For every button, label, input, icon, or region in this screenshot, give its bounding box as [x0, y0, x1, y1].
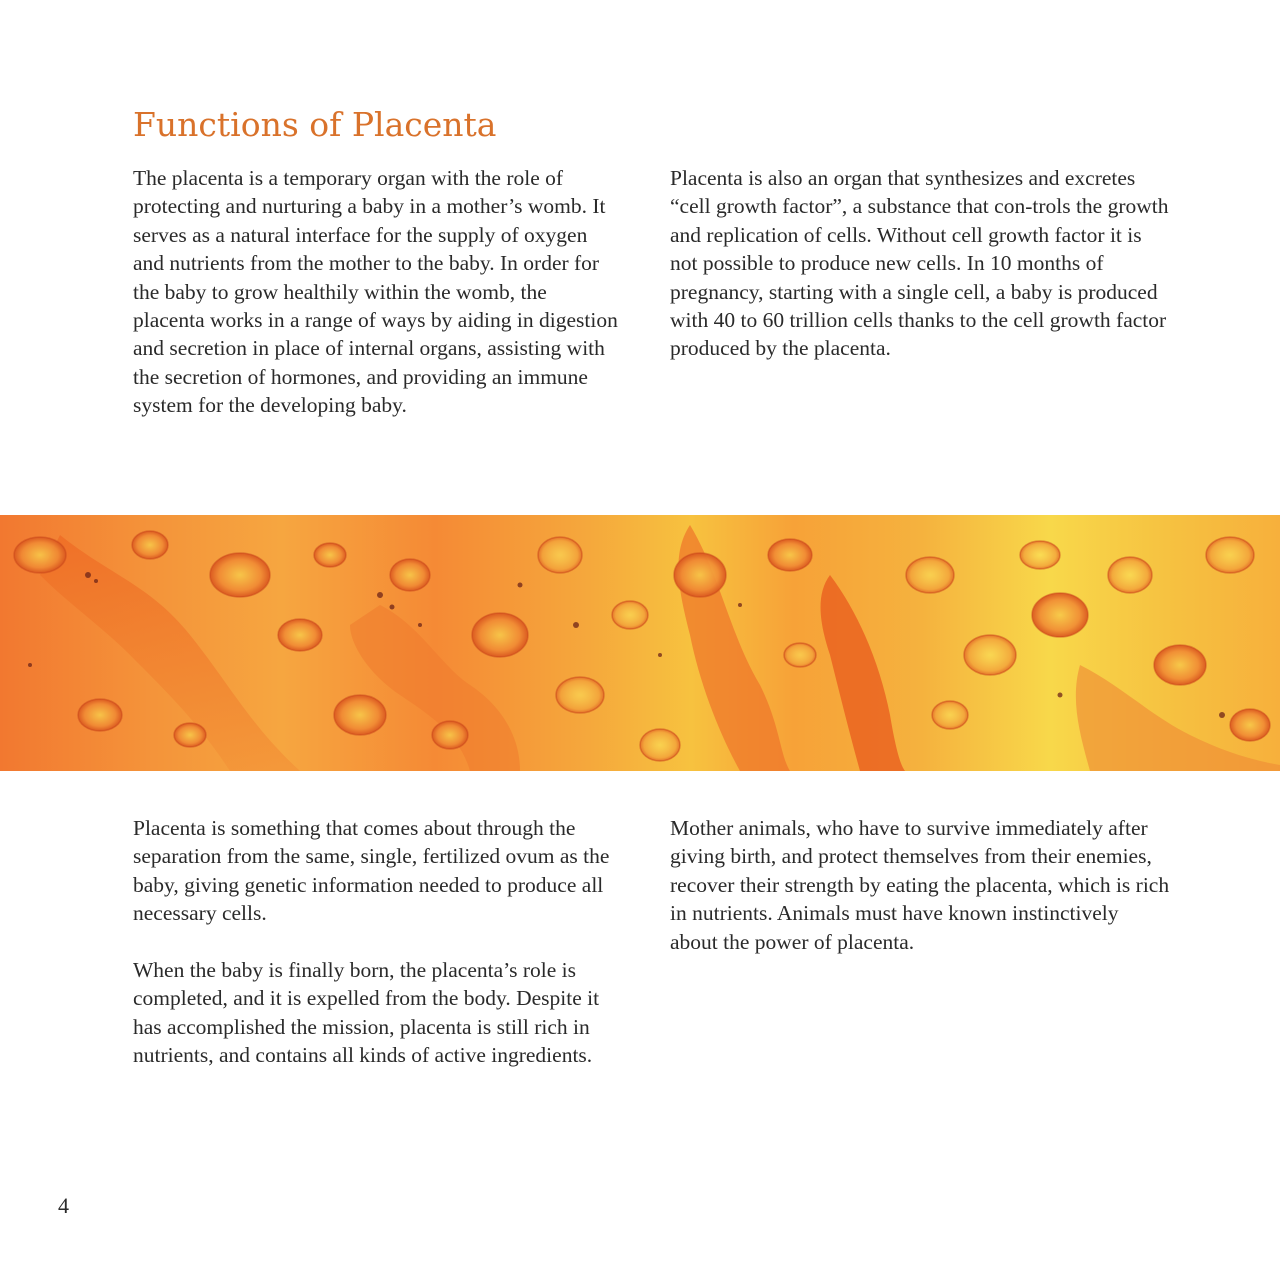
paragraph: The placenta is a temporary organ with the role of protecting and nurturing a baby in a mother’s womb. It serves as a natural interface for the supply of oxygen and nutrients from the mother to the baby. In order for the baby to grow healthily within the womb, the placenta works in a range of ways by aiding in digestion and secretion in place of internal organs, assisting with the secretion of hormones, and providing an immune system for the developing baby. — [133, 166, 618, 418]
body-column-right — [670, 814, 1170, 956]
intro-column-right — [670, 164, 1170, 363]
page-number: 4 — [58, 1193, 69, 1218]
paragraph: Placenta is something that comes about through the separation from the same, single, fertilized ovum as the baby, giving genetic information needed to produce all necessary cells. — [133, 816, 610, 926]
page-title: Functions of Placenta — [133, 105, 497, 144]
intro-column-left — [133, 164, 623, 420]
paragraph: Placenta is also an organ that synthesizes and excretes “cell growth factor”, a substance that con-trols the growth and replication of cells. Without cell growth factor it is not possible to produce new cells. In 10 months of pregnancy, starting with a single cell, a baby is produced with 40 to 60 trillion cells thanks to the cell growth factor produced by the placenta. — [670, 166, 1169, 361]
placenta-tissue-micrograph — [0, 515, 1280, 771]
body-column-left — [133, 814, 623, 1070]
paragraph: When the baby is finally born, the placenta’s role is completed, and it is expelled from the body. Despite it has accomplished the mission, placenta is still rich in nutrients, and contains all kinds of active ingredients. — [133, 958, 600, 1068]
paragraph: Mother animals, who have to survive immediately after giving birth, and protect themselves from their enemies, recover their strength by eating the placenta, which is rich in nutrients. Animals must have known instinctively about the power of placenta. — [670, 816, 1170, 954]
